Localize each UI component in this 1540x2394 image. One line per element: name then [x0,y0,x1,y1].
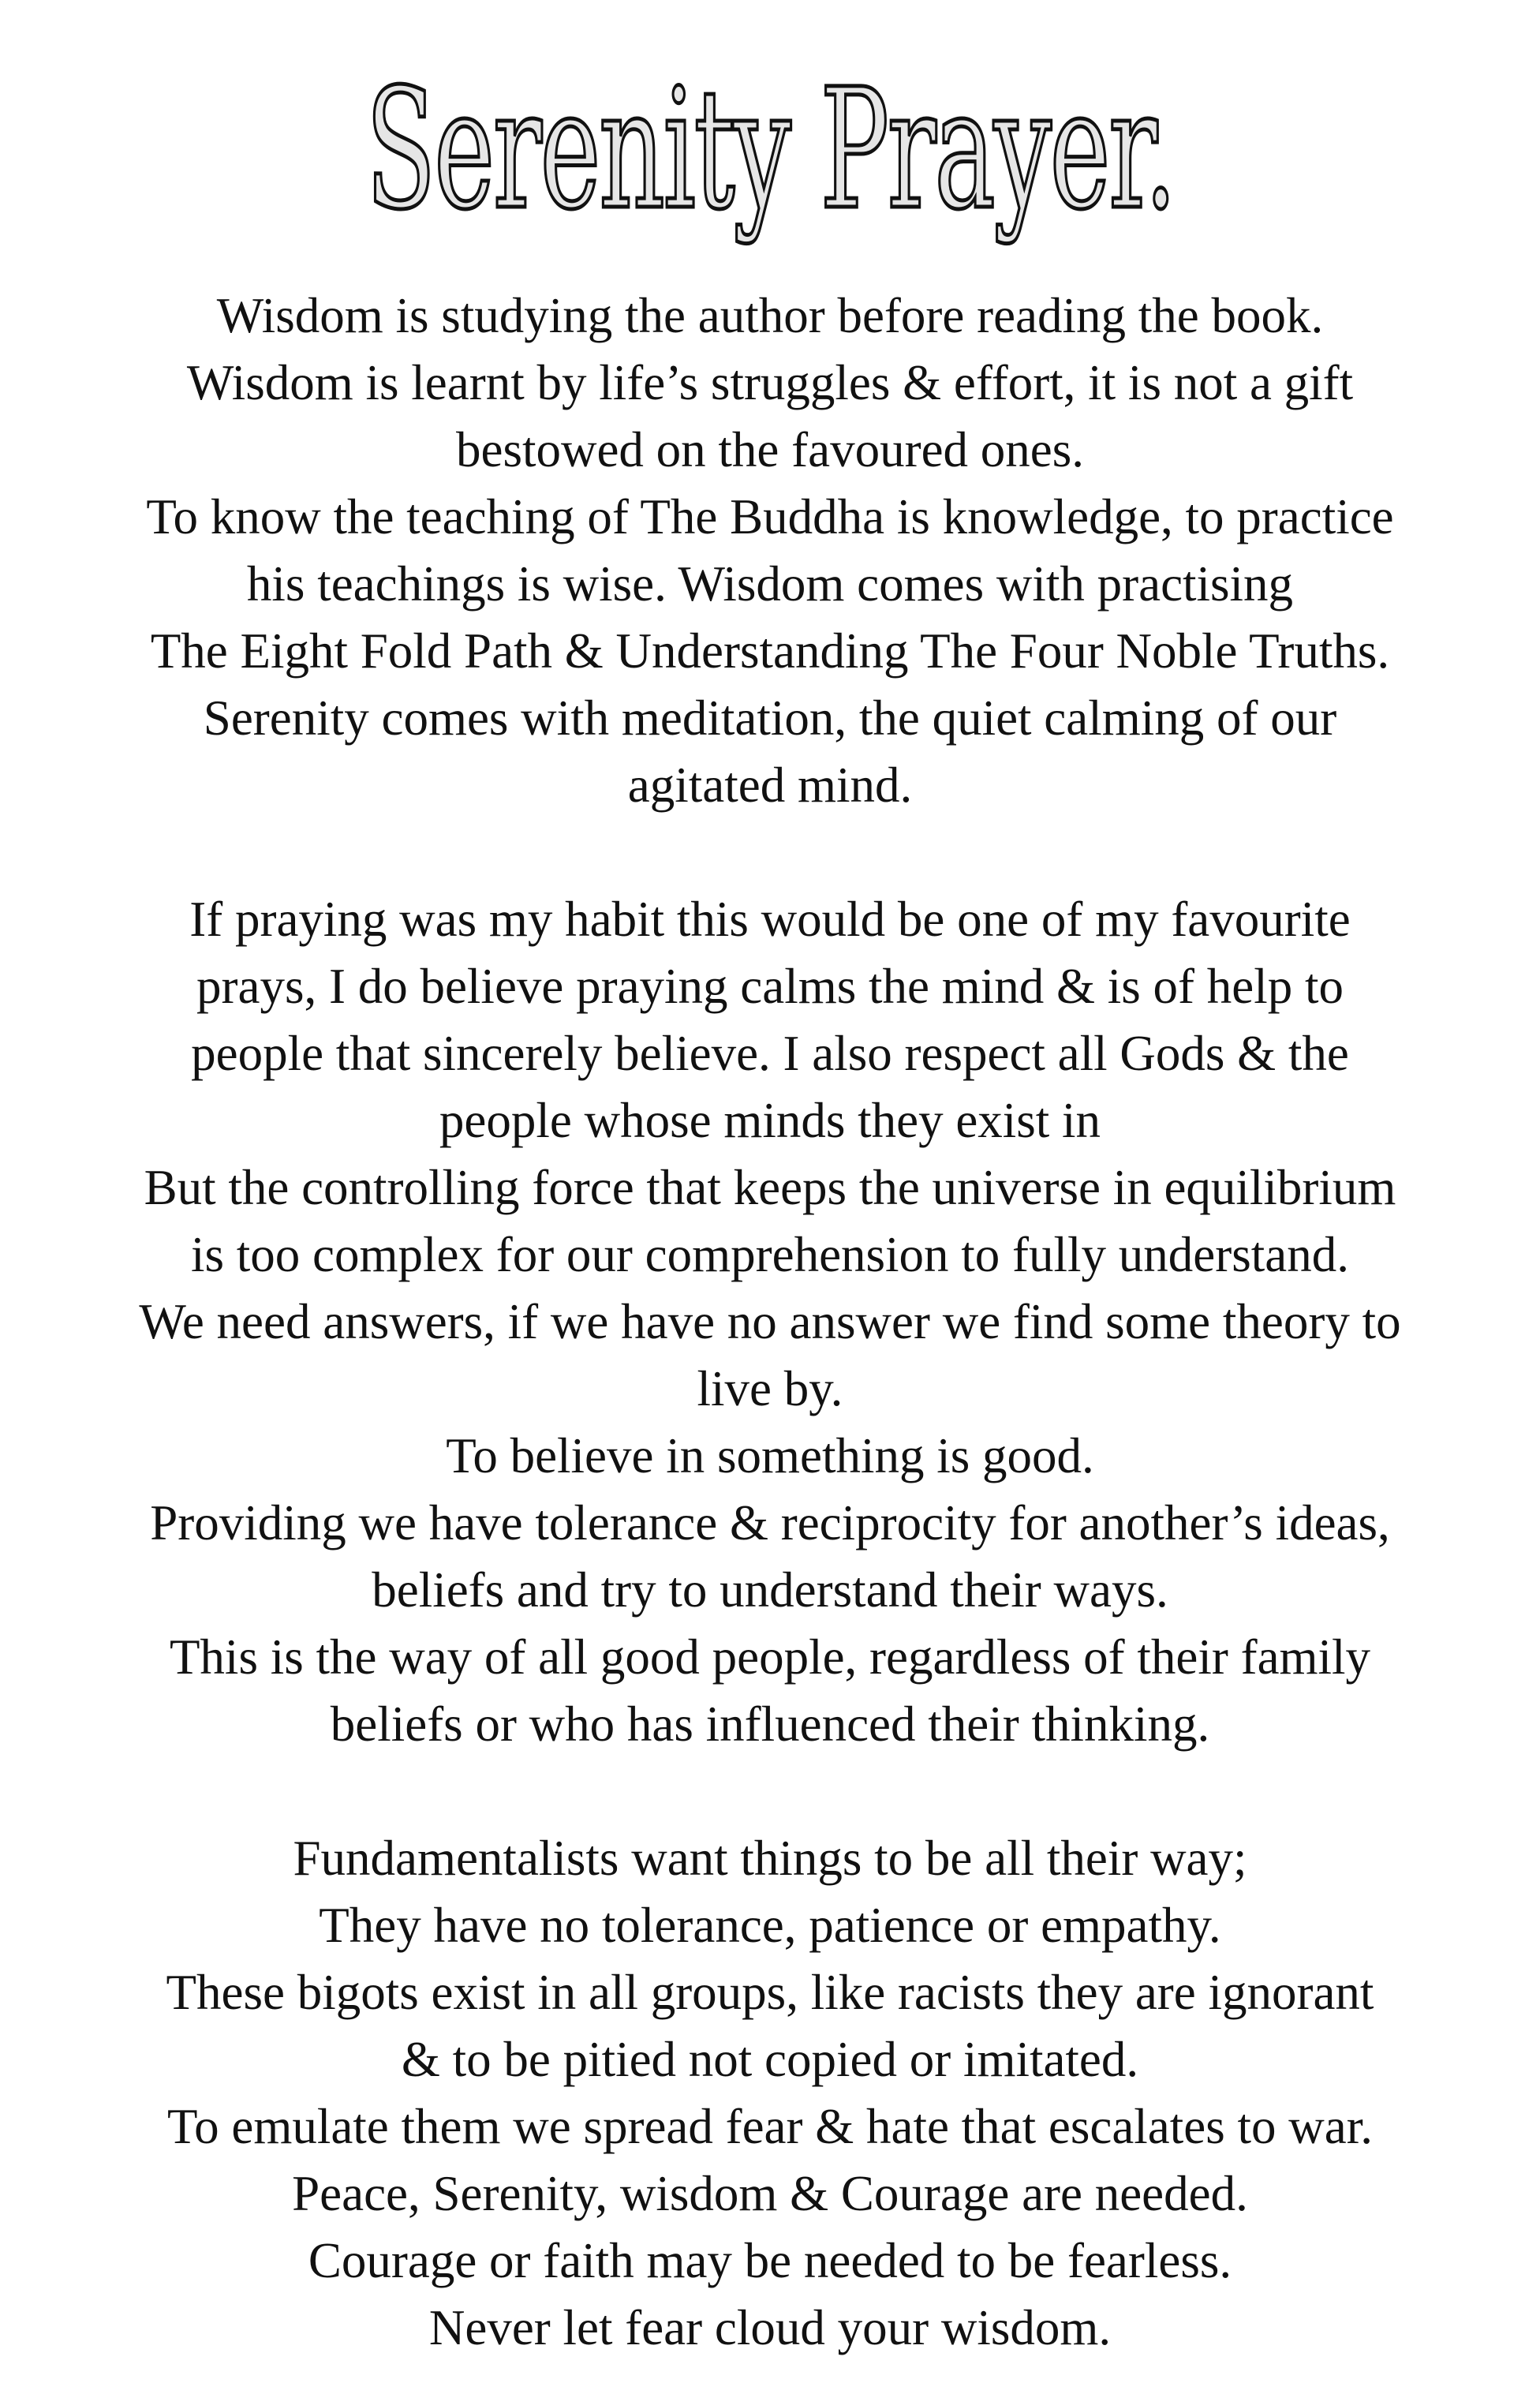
text-line: bestowed on the favoured ones. [455,422,1085,477]
title-text: Serenity Prayer. [364,53,1176,246]
text-line: We need answers, if we have no answer we find some theory to [139,1294,1401,1349]
text-line: They have no tolerance, patience or empathy. [319,1898,1221,1953]
text-line: The Eight Fold Path & Understanding The Four Noble Truths. [150,623,1390,679]
text-line: Never let fear cloud your wisdom. [428,2300,1112,2355]
paragraph [0,1825,1540,2362]
text-line: & to be pitied not copied or imitated. [401,2032,1139,2087]
text-line: To know the teaching of The Buddha is knowledge, to practice [146,489,1394,544]
text-line: beliefs and try to understand their ways. [372,1562,1168,1618]
paragraph-gap [0,1758,1540,1825]
text-line: his teachings is wise. Wisdom comes with practising [246,556,1294,612]
text-line: beliefs or who has influenced their thinking. [330,1696,1210,1752]
text-line: This is the way of all good people, regardless of their family [169,1629,1371,1685]
text-line: To emulate them we spread fear & hate that escalates to war. [167,2099,1373,2154]
text-line: To believe in something is good. [446,1428,1094,1483]
text-line: Peace, Serenity, wisdom & Courage are needed. [292,2166,1248,2221]
page-title [0,55,1540,245]
text-line: agitated mind. [627,757,913,813]
document-body [0,282,1540,2362]
text-line: Courage or faith may be needed to be fearless. [308,2233,1232,2288]
text-line: Fundamentalists want things to be all their way; [293,1831,1247,1886]
paragraph [0,886,1540,1758]
paragraph-gap [0,819,1540,886]
text-line: prays, I do believe praying calms the mind & is of help to [196,959,1344,1014]
text-line: Wisdom is studying the author before reading the book. [216,288,1324,343]
text-line: is too complex for our comprehension to fully understand. [191,1227,1349,1282]
text-line: Providing we have tolerance & reciprocity for another’s ideas, [150,1495,1390,1550]
text-line: These bigots exist in all groups, like racists they are ignorant [166,1965,1374,2020]
paragraph [0,282,1540,819]
text-line: If praying was my habit this would be one of my favourite [189,892,1351,947]
text-line: live by. [697,1361,843,1416]
text-line: But the controlling force that keeps the universe in equilibrium [144,1160,1396,1215]
text-line: Serenity comes with meditation, the quiet calming of our [203,690,1337,746]
text-line: people whose minds they exist in [439,1093,1101,1148]
text-line: people that sincerely believe. I also respect all Gods & the [191,1026,1349,1081]
text-line: Wisdom is learnt by life’s struggles & effort, it is not a gift [186,355,1354,410]
